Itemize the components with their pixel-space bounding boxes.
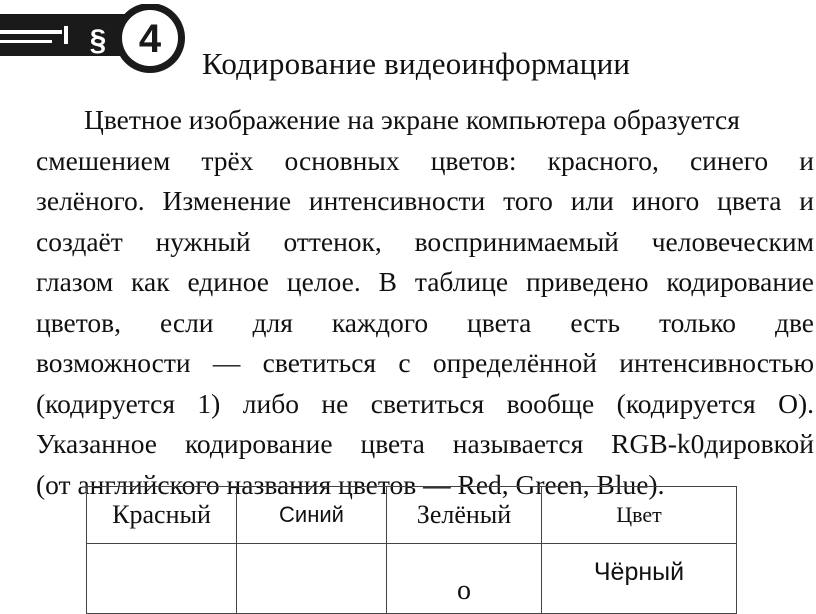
paragraph-line: создаёт нужный оттенок, воспринимаемый человеческим — [36, 225, 814, 257]
color-coding-table — [86, 486, 737, 614]
paragraph-line: зелёного. Изменение интенсивности того или иного цвета и — [36, 185, 814, 216]
section-sign: § — [89, 24, 107, 57]
paragraph-line: (кодируется 1) либо не светиться вообще (кодируется О). — [36, 387, 814, 419]
cell-red — [87, 544, 237, 614]
paragraph-line: возможности — светиться с определённой интенсивностью — [36, 347, 814, 378]
table-header-row — [87, 487, 737, 544]
cell-color: Чёрный — [542, 544, 737, 614]
header-green: Зелёный — [387, 487, 542, 544]
header-red: Красный — [87, 487, 237, 544]
cell-green: о — [387, 544, 542, 614]
paragraph-line: цветов, если для каждого цвета есть только две — [36, 306, 814, 338]
table-row — [87, 544, 737, 614]
paragraph-line: (от английского названия цветов — Red, Green, Blue). — [36, 468, 665, 500]
section-badge — [0, 4, 200, 82]
section-number: 4 — [138, 17, 162, 61]
paragraph-line: смешением трёх основных цветов: красного, синего и — [36, 144, 814, 176]
body-paragraph — [36, 100, 814, 505]
paragraph-line: Указанное кодирование цвета называется RGB-k0дировкой — [36, 428, 814, 459]
paragraph-line: глазом как единое целое. В таблице приведено кодирование — [36, 266, 814, 297]
section-badge-graphic — [0, 4, 200, 82]
page-title: Кодирование видеоинформации — [202, 46, 631, 81]
header-blue: Синий — [237, 487, 387, 544]
header-color: Цвет — [542, 487, 737, 544]
paragraph-line: Цветное изображение на экране компьютера образуется — [84, 104, 740, 135]
cell-blue — [237, 544, 387, 614]
